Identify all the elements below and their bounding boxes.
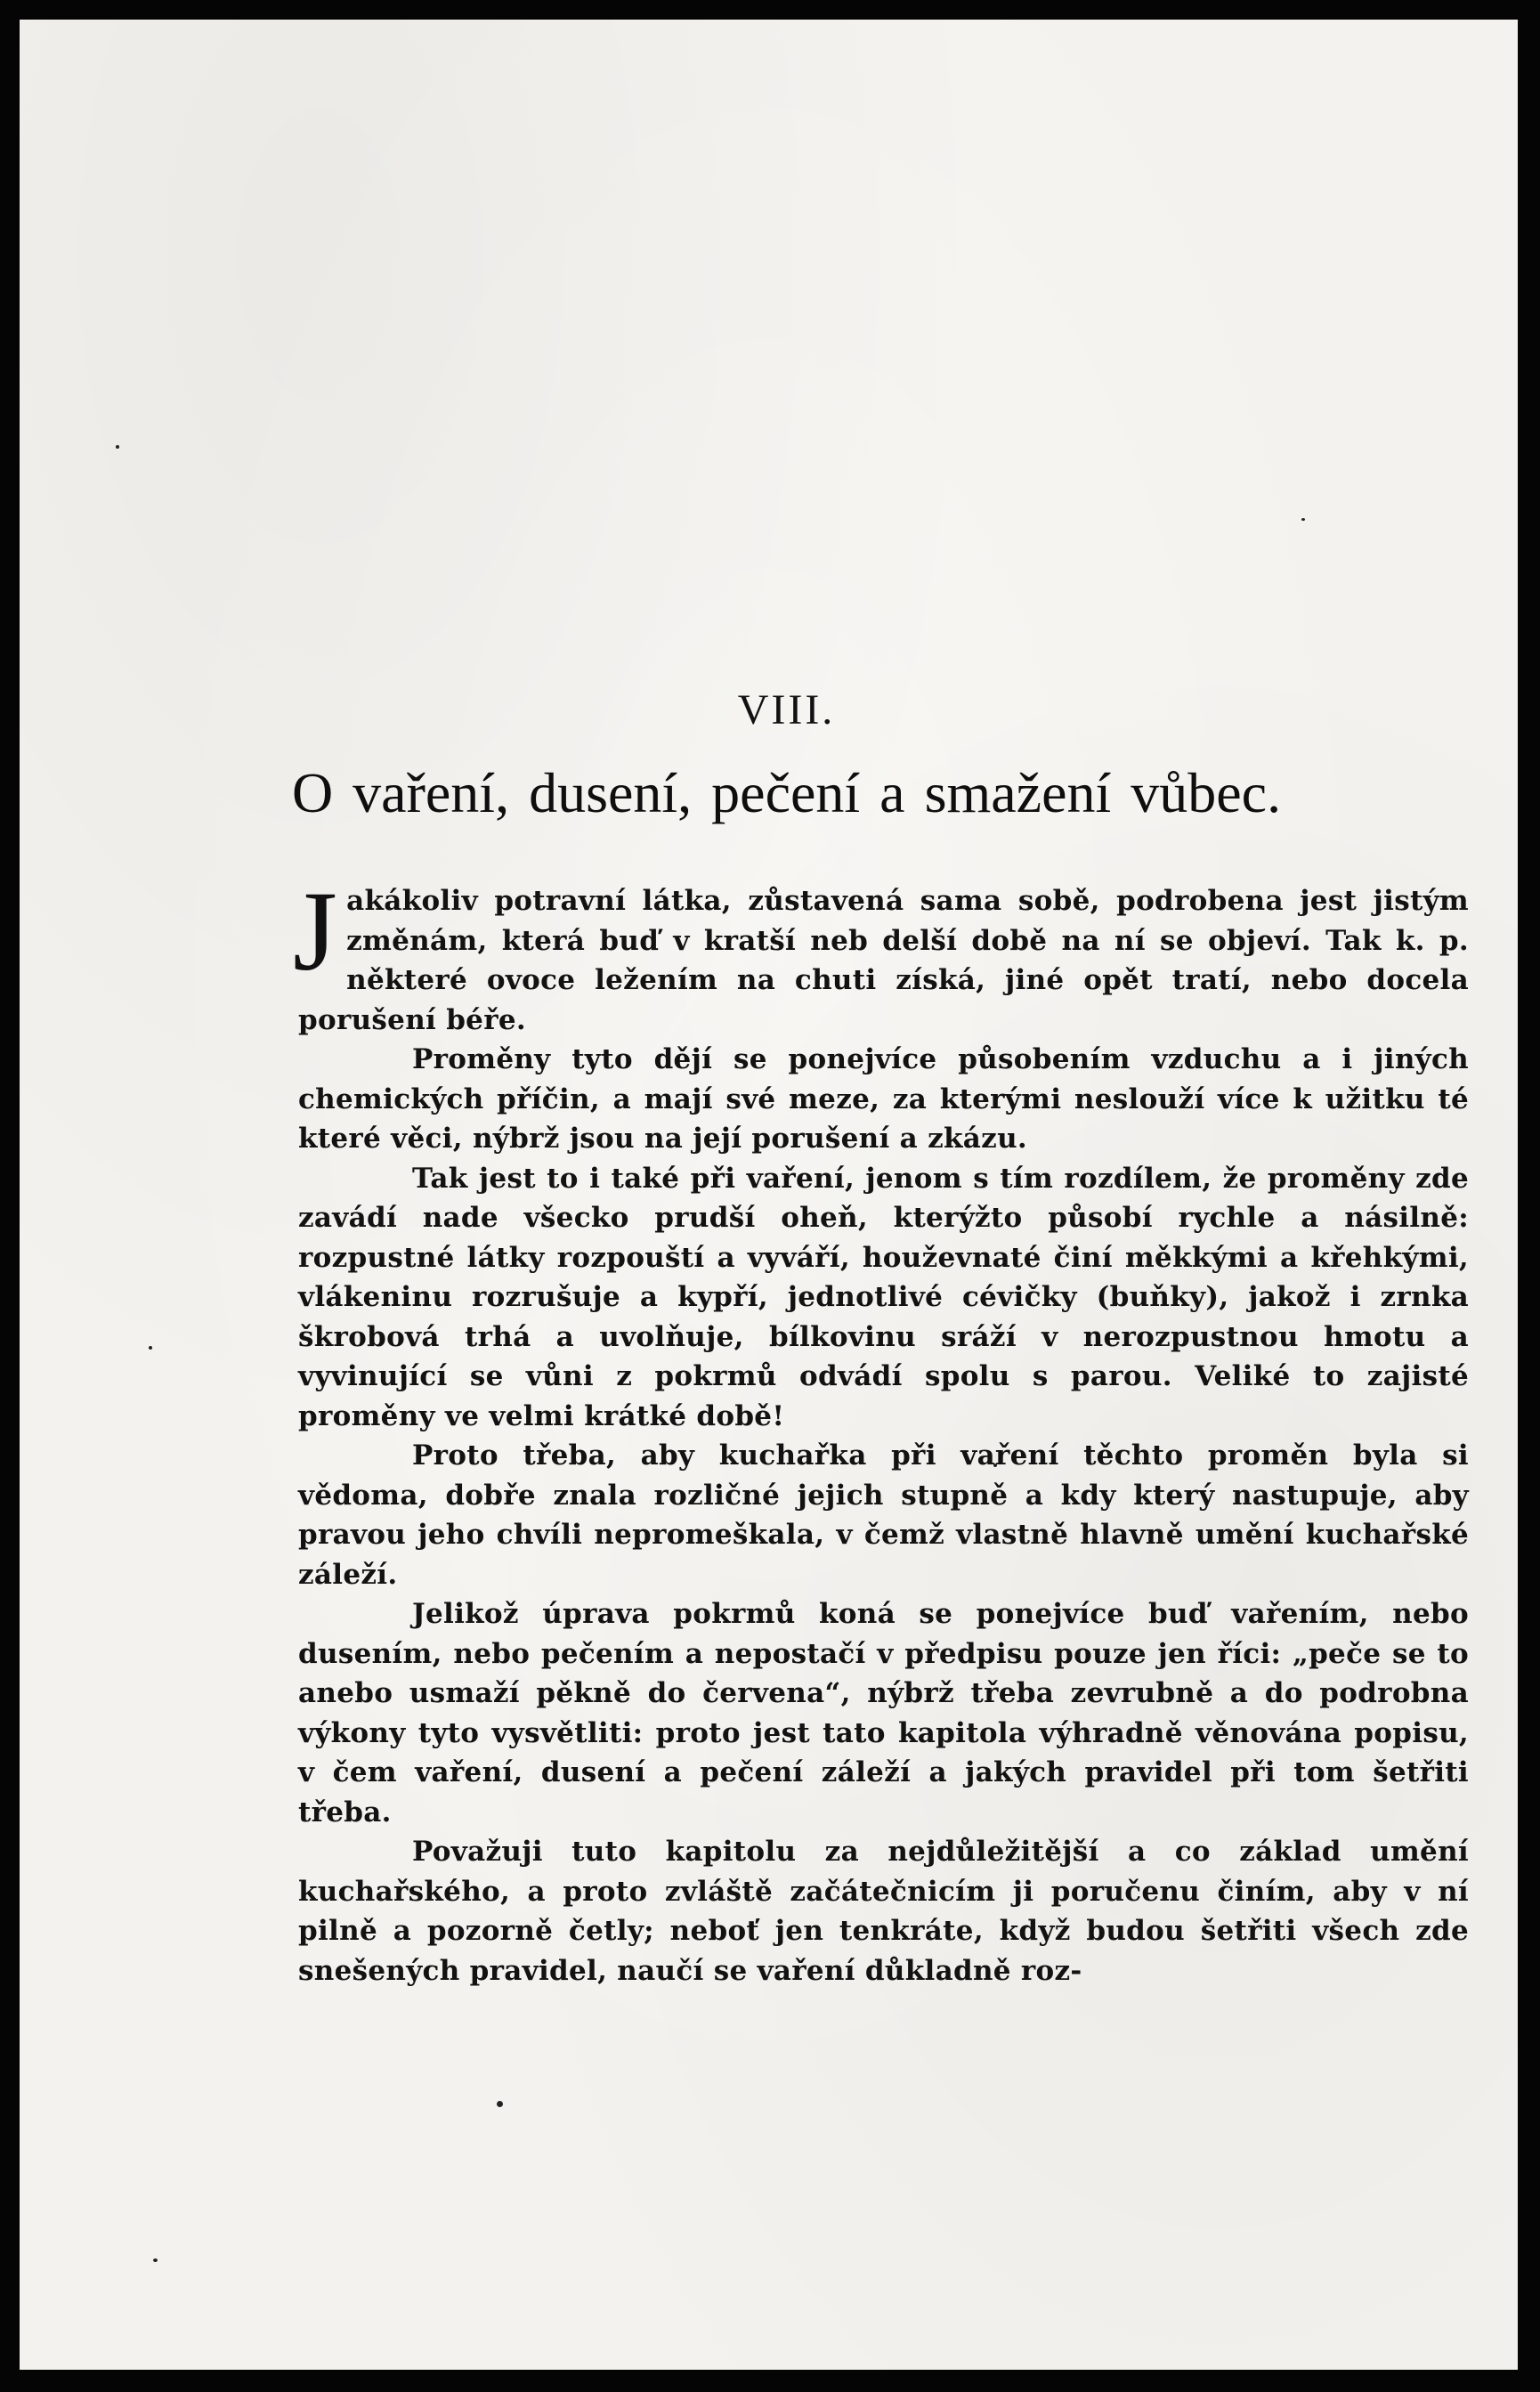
paragraph: Jelikož úprava pokrmů koná se ponejvíce buď vařením, nebo dusením, nebo pečením a nepostačí v předpisu pouze jen říci: „peče se to anebo usmaží pěkně do červena“, nýbrž třeba zevrubně a do podrobna výkony tyto vysvětliti: proto jest tato kapitola výhradně věnována popisu, v čem vaření, dusení a pečení záleží a jakých pravidel při tom šetřiti třeba.	[298, 1598, 1469, 1828]
ink-speck	[116, 445, 119, 449]
book-page	[20, 20, 1518, 2370]
ink-speck	[1301, 518, 1305, 521]
paragraph-text: akákoliv potravní látka, zůstavená sama sobě, podrobena jest jistým změnám, která buď v kratší neb delší době na ní se objeví. Tak k. p. některé ovoce ležením na chuti získá, jiné opět tratí, nebo docela porušení béře.	[298, 885, 1469, 1036]
paragraph	[293, 868, 1469, 1040]
ink-speck	[497, 2101, 503, 2107]
ink-speck	[153, 2258, 158, 2262]
drop-cap: J	[293, 868, 338, 994]
chapter-title: O vaření, dusení, pečení a smažení vůbec.	[291, 761, 1282, 824]
chapter-body	[293, 868, 1469, 1991]
paragraph: Tak jest to i také při vaření, jenom s tím rozdílem, že proměny zde zavádí nade všecko prudší oheň, kterýžto působí rychle a násilně: rozpustné látky rozpouští a vyváří, houževnaté činí měkkými a křehkými, vlákeninu rozrušuje a kypří, jednotlivé cévičky (buňky), jakož i zrnka škrobová trhá a uvolňuje, bílkovinu sráží v nerozpustnou hmotu a vyvinující se vůni z pokrmů odvádí spolu s parou. Veliké to zajisté proměny ve velmi krátké době!	[298, 1162, 1469, 1432]
paragraph: Proměny tyto dějí se ponejvíce působením vzduchu a i jiných chemických příčin, a mají své meze, za kterými neslouží více k užitku té které věci, nýbrž jsou na její porušení a zkázu.	[298, 1043, 1469, 1155]
paragraph: Proto třeba, aby kuchařka při vaření těchto proměn byla si vědoma, dobře znala rozličné jejich stupně a kdy který nastupuje, aby pravou jeho chvíli nepromeškala, v čemž vlastně hlavně umění kuchařské záleží.	[298, 1439, 1469, 1591]
paragraph: Považuji tuto kapitolu za nejdůležitější a co základ umění kuchařského, a proto zvláště začátečnicím ji poručenu činím, aby v ní pilně a pozorně četly; neboť jen tenkráte, když budou šetřiti všech zde snešených pravidel, naučí se vaření důkladně roz-	[298, 1836, 1469, 1987]
ink-speck	[149, 1346, 152, 1350]
chapter-number: VIII.	[737, 686, 836, 734]
